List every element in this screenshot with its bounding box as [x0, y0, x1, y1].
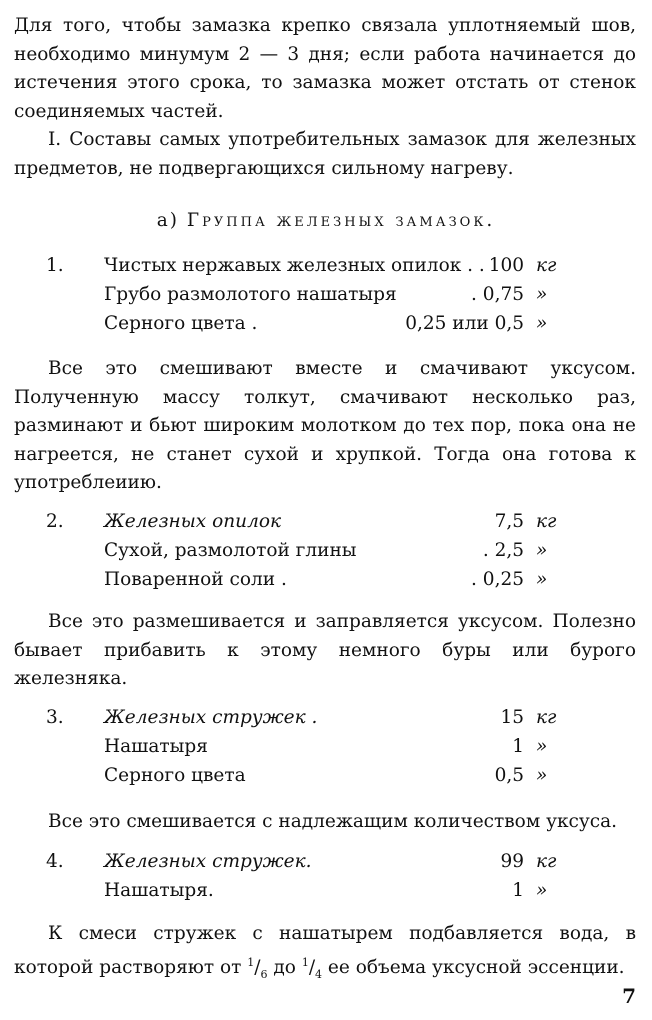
ingredient-amount: . 0,75 — [471, 284, 524, 305]
ingredient-name: Сухой, размолотой глины — [104, 540, 357, 561]
ingredient-unit: кг — [536, 511, 557, 532]
recipe-row — [0, 565, 652, 594]
ingredient-unit: » — [536, 765, 548, 786]
recipe-number: 3. — [46, 707, 64, 728]
paragraph-recipe-3-method: Все это смешивается с надлежащим количеством уксуса. — [48, 811, 618, 832]
fraction-denominator: 4 — [315, 967, 323, 981]
paragraph-section-1-intro: I. Составы самых употребительных замазок для железных предметов, не подвергающихся сильному нагреву. — [14, 129, 636, 179]
ingredient-amount: 99 — [500, 851, 524, 872]
ingredient-name: Железных опилок — [104, 511, 282, 532]
recipe-row — [0, 507, 652, 536]
ingredient-name: Грубо размолотого нашатыря — [104, 284, 397, 305]
recipe-number: 1. — [46, 255, 64, 276]
recipe-3 — [0, 703, 652, 790]
recipe-row — [0, 536, 652, 565]
page-number: 7 — [622, 984, 636, 1008]
recipe-row — [0, 732, 652, 761]
text-part: ее объема уксусной эссенции. — [322, 956, 625, 978]
ingredient-name: Железных стружек. — [104, 851, 312, 872]
ingredient-name: Серного цвета . — [104, 313, 258, 334]
recipe-1 — [0, 251, 652, 338]
ingredient-amount: 0,25 или 0,5 — [405, 313, 524, 334]
ingredient-unit: кг — [536, 707, 557, 728]
ingredient-amount: . 0,25 — [471, 569, 524, 590]
heading-title: Группа железных замазок. — [186, 210, 496, 231]
recipe-4 — [0, 847, 652, 905]
ingredient-unit: » — [536, 540, 548, 561]
ingredient-unit: » — [536, 313, 548, 334]
ingredient-amount: 100 — [488, 255, 524, 276]
paragraph-recipe-1-method: Все это смешивают вместе и смачивают уксусом. Полученную массу толкут, смачивают несколько раз, разминают и бьют широким молотком до тех пор, пока она не нагреется, не станет сухой и хрупкой. Тогда она готова к употреблеиию. — [14, 358, 636, 493]
ingredient-name: Поваренной соли . — [104, 569, 287, 590]
paragraph-recipe-2-method: Все это размешивается и заправляется уксусом. Полезно бывает прибавить к этому немного буры или бурого железняка. — [14, 611, 636, 689]
ingredient-amount: 1 — [512, 880, 524, 901]
ingredient-name: Нашатыря — [104, 736, 208, 757]
ingredient-unit: » — [536, 284, 548, 305]
ingredient-unit: » — [536, 880, 548, 901]
ingredient-unit: кг — [536, 851, 557, 872]
ingredient-unit: » — [536, 569, 548, 590]
fraction-numerator: 1 — [301, 955, 309, 969]
ingredient-unit: » — [536, 736, 548, 757]
recipe-number: 2. — [46, 511, 64, 532]
ingredient-name: Железных стружек . — [104, 707, 318, 728]
text-part: К смеси стружек с нашатырем подбавляется вода, в которой растворяют от — [14, 923, 636, 978]
ingredient-amount: 7,5 — [494, 511, 524, 532]
ingredient-unit: кг — [536, 255, 557, 276]
paragraph-recipe-4-method: К смеси стружек с нашатырем подбавляется вода, в которой растворяют от $^1/_6$ до $^1/_4$ ее объема уксусной эссенции. — [14, 923, 636, 981]
recipe-row — [0, 251, 652, 280]
fraction-numerator: 1 — [247, 955, 255, 969]
recipe-row — [0, 280, 652, 309]
recipe-row — [0, 847, 652, 876]
ingredient-amount: 1 — [512, 736, 524, 757]
ingredient-amount: 15 — [500, 707, 524, 728]
recipe-number: 4. — [46, 851, 64, 872]
paragraph-curing-time: Для того, чтобы замазка крепко связала уплотняемый шов, необходимо минумум 2 — 3 дня; если работа начинается до истечения этого срока, то замазка может отстать от стенок соединяемых частей. — [14, 15, 636, 122]
heading-label: а) — [156, 210, 179, 231]
ingredient-name: Чистых нержавых железных опилок . . — [104, 255, 485, 276]
recipe-2 — [0, 507, 652, 594]
recipe-row — [0, 703, 652, 732]
text-part: до — [267, 956, 302, 978]
section-heading — [0, 210, 652, 231]
ingredient-name: Нашатыря. — [104, 880, 214, 901]
ingredient-amount: 0,5 — [494, 765, 524, 786]
ingredient-name: Серного цвета — [104, 765, 246, 786]
fraction-denominator: 6 — [260, 967, 268, 981]
ingredient-amount: . 2,5 — [482, 540, 524, 561]
recipe-row — [0, 309, 652, 338]
recipe-row — [0, 876, 652, 905]
recipe-row — [0, 761, 652, 790]
